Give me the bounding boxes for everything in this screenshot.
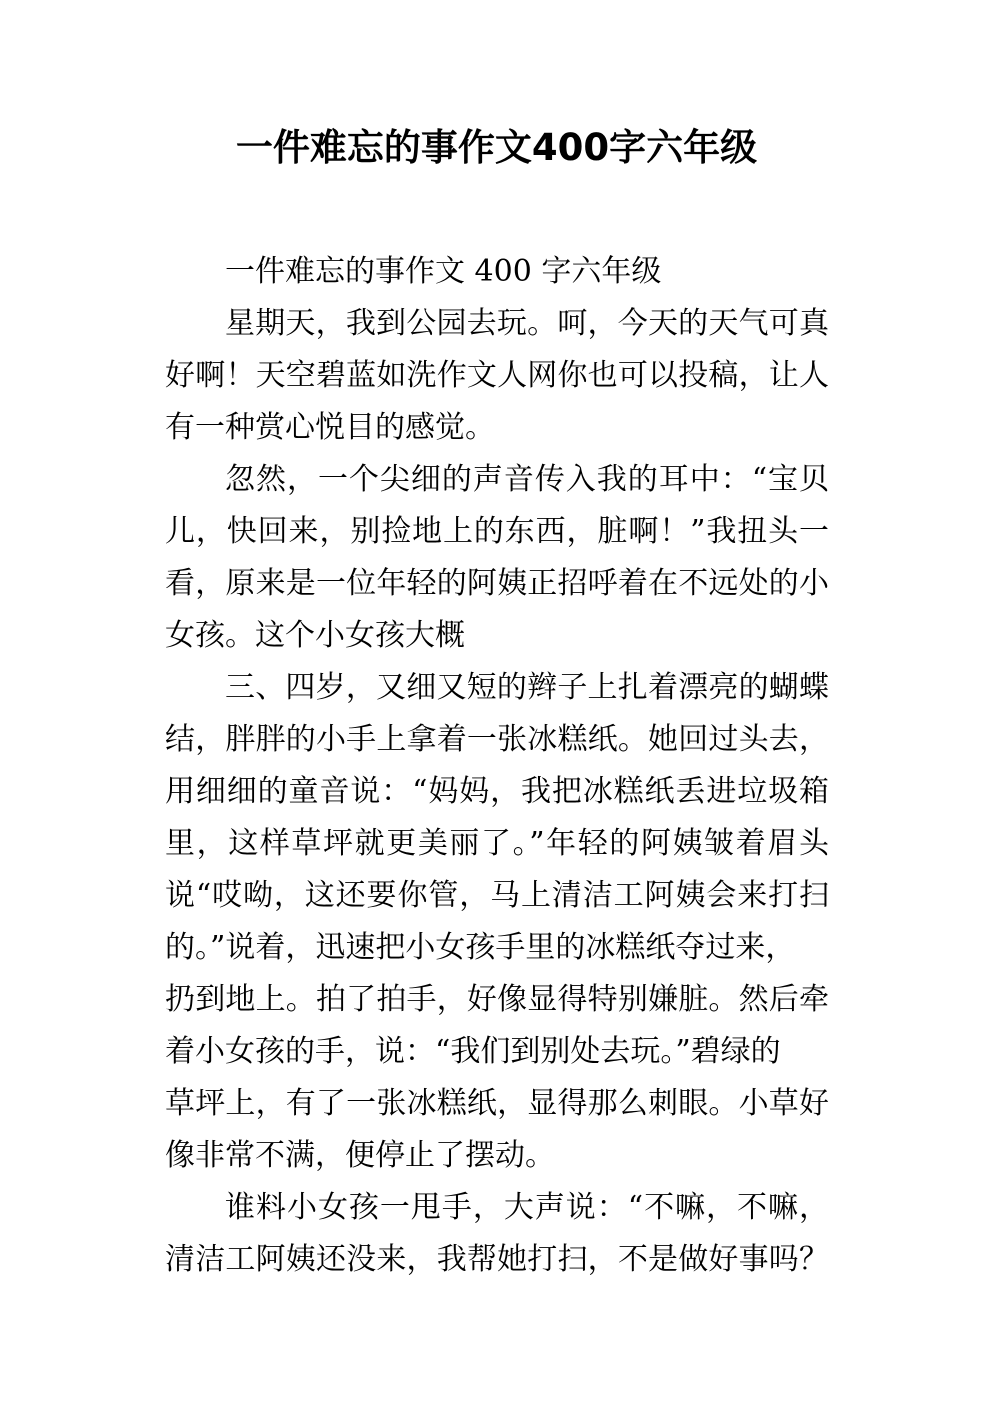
text-line: 谁料小女孩一甩手，大声说：“不嘛，不嘛， [225, 1190, 829, 1225]
text-line: 星期天，我到公园去玩。呵，今天的天气可真 [225, 306, 829, 341]
text-line: 清洁工阿姨还没来，我帮她打扫，不是做好事吗？ [165, 1242, 829, 1277]
text-line: 忽然，一个尖细的声音传入我的耳中：“宝贝 [225, 462, 829, 497]
text-line: 像非常不满，便停止了摆动。 [165, 1138, 555, 1173]
paragraph-1 [165, 298, 829, 454]
text-line: 好啊！天空碧蓝如洗作文人网你也可以投稿，让人 [165, 358, 829, 393]
text-line: 看，原来是一位年轻的阿姨正招呼着在不远处的小 [165, 566, 829, 601]
text-line: 的。”说着，迅速把小女孩手里的冰糕纸夺过来， [165, 930, 796, 965]
text-line: 扔到地上。拍了拍手，好像显得特别嫌脏。然后牵 [165, 982, 829, 1017]
text-line: 用细细的童音说：“妈妈，我把冰糕纸丢进垃圾箱 [165, 774, 829, 809]
subtitle-paragraph [165, 246, 829, 298]
text-line: 结，胖胖的小手上拿着一张冰糕纸。她回过头去， [165, 722, 829, 757]
paragraph-3 [165, 662, 829, 1182]
text-line: 有一种赏心悦目的感觉。 [165, 410, 495, 445]
paragraph-4 [165, 1182, 829, 1286]
text-line: 草坪上，有了一张冰糕纸，显得那么刺眼。小草好 [165, 1086, 829, 1121]
document-title: 一件难忘的事作文400字六年级 [235, 126, 758, 169]
text-line: 女孩。这个小女孩大概 [165, 618, 465, 653]
text-line: 三、四岁，又细又短的辫子上扎着漂亮的蝴蝶 [225, 670, 829, 705]
text-line: 儿，快回来，别捡地上的东西，脏啊！”我扭头一 [165, 514, 829, 549]
paragraph-2 [165, 454, 829, 662]
text-line: 一件难忘的事作文 400 字六年级 [225, 254, 662, 289]
text-line: 里，这样草坪就更美丽了。”年轻的阿姨皱着眉头 [165, 826, 829, 861]
text-line: 着小女孩的手，说：“我们到别处去玩。”碧绿的 [165, 1034, 781, 1069]
text-line: 说“哎呦，这还要你管，马上清洁工阿姨会来打扫 [165, 878, 829, 913]
document-body [165, 246, 829, 1286]
